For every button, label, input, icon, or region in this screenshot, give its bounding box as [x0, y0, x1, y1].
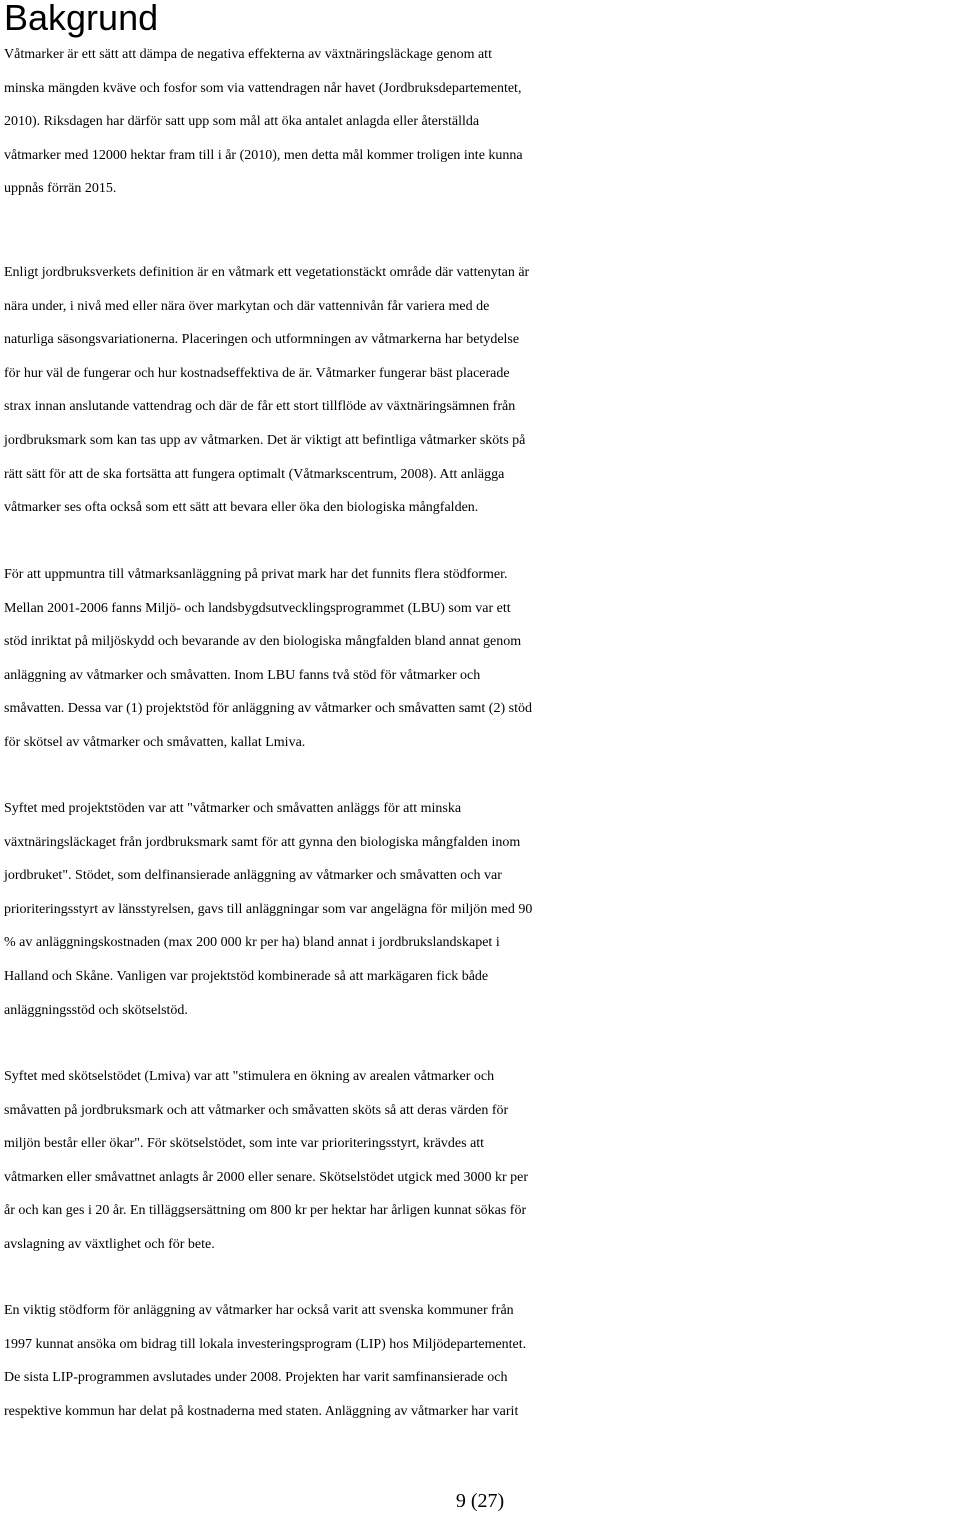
text-line: avslagning av växtlighet och för bete.	[4, 1236, 215, 1252]
text-line: år och kan ges i 20 år. En tilläggsersättning om 800 kr per hektar har årligen kunnat sökas för	[4, 1203, 527, 1219]
text-line: 2010). Riksdagen har därför satt upp som mål att öka antalet anlagda eller återställda	[4, 114, 480, 130]
text-line: småvatten på jordbruksmark och att våtmarker och småvatten sköts så att deras värden för	[4, 1102, 509, 1118]
paragraph	[4, 1294, 960, 1428]
text-line: Enligt jordbruksverkets definition är en våtmark ett vegetationstäckt område där vattenytan är	[4, 265, 530, 280]
text-line: En viktig stödform för anläggning av våtmarker har också varit att svenska kommuner från	[4, 1303, 514, 1318]
text-line: för skötsel av våtmarker och småvatten, kallat Lmiva.	[4, 734, 306, 750]
text-line: Syftet med skötselstödet (Lmiva) var att "stimulera en ökning av arealen våtmarker och	[4, 1069, 495, 1084]
paragraph	[4, 38, 960, 206]
text-line: våtmarker ses ofta också som ett sätt att bevara eller öka den biologiska mångfalden.	[4, 500, 479, 516]
text-line: anläggningsstöd och skötselstöd.	[4, 1002, 188, 1018]
text-line: uppnås förrän 2015.	[4, 181, 117, 197]
text-line: jordbruket". Stödet, som delfinansierade anläggning av våtmarker och småvatten och var	[4, 868, 502, 884]
text-line: prioriteringsstyrt av länsstyrelsen, gavs till anläggningar som var angelägna för miljön med 90	[4, 901, 533, 917]
text-line: Halland och Skåne. Vanligen var projektstöd kombinerade så att markägaren fick både	[4, 968, 489, 984]
paragraph	[4, 558, 960, 760]
text-line: för hur väl de fungerar och hur kostnadseffektiva de är. Våtmarker fungerar bäst placerade	[4, 365, 510, 381]
text-line: våtmarker med 12000 hektar fram till i år (2010), men detta mål kommer troligen inte kunna	[4, 147, 523, 163]
text-line: För att uppmuntra till våtmarksanläggning på privat mark har det funnits flera stödformer.	[4, 567, 508, 582]
paragraph	[4, 256, 960, 525]
text-line: Mellan 2001-2006 fanns Miljö- och landsbygdsutvecklingsprogrammet (LBU) som var ett	[4, 600, 511, 616]
text-line: växtnäringsläckaget från jordbruksmark samt för att gynna den biologiska mångfalden inom	[4, 834, 521, 850]
text-line: anläggning av våtmarker och småvatten. Inom LBU fanns två stöd för våtmarker och	[4, 667, 481, 683]
paragraph	[4, 1060, 960, 1262]
text-line: Våtmarker är ett sätt att dämpa de negativa effekterna av växtnäringsläckage genom att	[4, 47, 492, 62]
text-line: nära under, i nivå med eller nära över markytan och där vattennivån får variera med de	[4, 298, 490, 314]
text-line: % av anläggningskostnaden (max 200 000 kr per ha) bland annat i jordbrukslandskapet i	[4, 935, 500, 951]
text-line: miljön består eller ökar". För skötselstödet, som inte var prioriteringsstyrt, krävdes att	[4, 1136, 485, 1152]
text-line: rätt sätt för att de ska fortsätta att fungera optimalt (Våtmarkscentrum, 2008). Att anlägga	[4, 466, 505, 482]
text-line: våtmarken eller småvattnet anlagts år 2000 eller senare. Skötselstödet utgick med 3000 kr per	[4, 1169, 529, 1185]
text-line: naturliga säsongsvariationerna. Placeringen och utformningen av våtmarkerna har betydelse	[4, 332, 520, 348]
text-line: strax innan anslutande vattendrag och där de får ett stort tillflöde av växtnäringsämnen från	[4, 399, 516, 415]
text-line: respektive kommun har delat på kostnaderna med staten. Anläggning av våtmarker har varit	[4, 1403, 519, 1419]
section-heading: Bakgrund	[4, 0, 159, 38]
text-line: jordbruksmark som kan tas upp av våtmarken. Det är viktigt att befintliga våtmarker sköts på	[4, 432, 526, 448]
text-line: Syftet med projektstöden var att "våtmarker och småvatten anläggs för att minska	[4, 801, 462, 816]
text-line: småvatten. Dessa var (1) projektstöd för anläggning av våtmarker och småvatten samt (2) stöd	[4, 701, 532, 717]
page-number: 9 (27)	[455, 1490, 505, 1512]
text-line: stöd inriktat på miljöskydd och bevarande av den biologiska mångfalden bland annat genom	[4, 634, 522, 650]
text-line: 1997 kunnat ansöka om bidrag till lokala investeringsprogram (LIP) hos Miljödepartementet.	[4, 1336, 527, 1352]
text-line: minska mängden kväve och fosfor som via vattendragen når havet (Jordbruksdepartementet,	[4, 80, 522, 96]
paragraph	[4, 792, 960, 1027]
text-line: De sista LIP-programmen avslutades under 2008. Projekten har varit samfinansierade och	[4, 1370, 508, 1386]
